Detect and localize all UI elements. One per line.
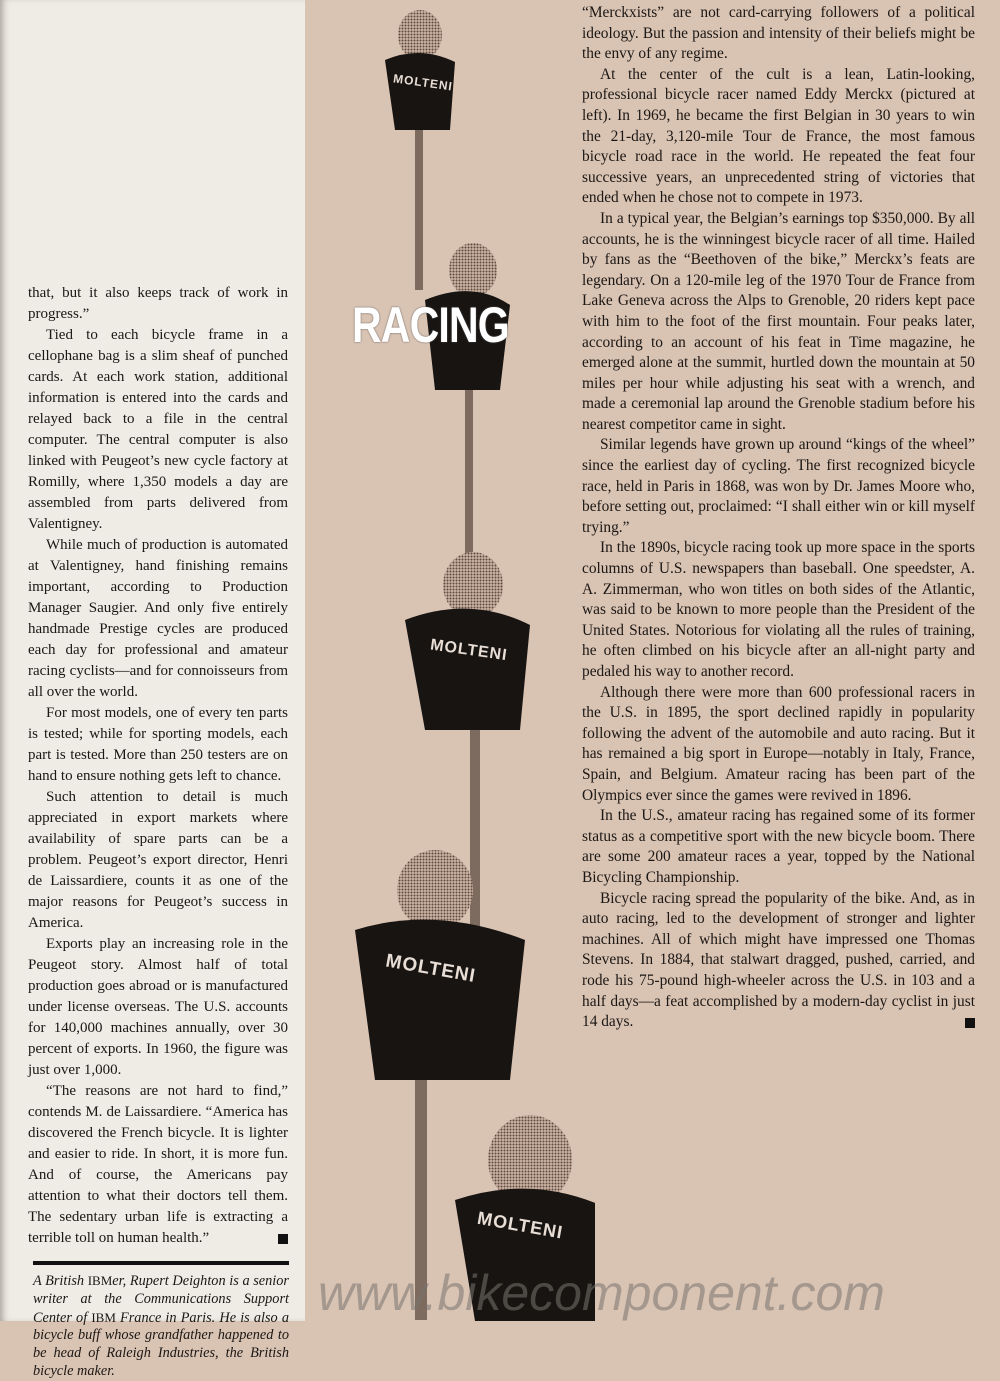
jersey-lettering: MOLTENI <box>475 1207 565 1243</box>
paragraph: In the 1890s, bicycle racing took up more space in the sports columns of U.S. newspapers than baseball. One speedster, A. A. Zimmerman, who won titles on both sides of the Atlantic, was said to be known to more people than the President of the United States. Notorious for violating all the rules of training, he often climbed on his bicycle after an all-night party and pedaled his way to another record. <box>582 539 975 680</box>
jersey-lettering: MOLTENI <box>384 950 478 987</box>
jersey-lettering: MOLTENI <box>429 636 509 665</box>
bio-text: France in Paris. He is also a bicycle buff whose grandfather happened to be head of Raleigh Industries, the British bicycle maker. <box>33 1309 289 1379</box>
paragraph <box>582 889 975 1033</box>
bio-ibm: IBM <box>91 1309 116 1325</box>
paragraph: that, but it also keeps track of work in progress.” <box>28 285 288 322</box>
watermark: www.bikecomponent.com <box>318 1265 885 1321</box>
paragraph <box>28 1081 288 1249</box>
paragraph: For most models, one of every ten parts is tested; while for sporting models, each part is tested. More than 250 testers are on hand to ensure nothing gets left to chance. <box>28 705 288 784</box>
paragraph: Exports play an increasing role in the Peugeot story. Almost half of total production goes abroad or is manufactured under license overseas. The U.S. accounts for 140,000 machines annually, over 30 percent of exports. In 1960, the figure was just over 1,000. <box>28 936 288 1078</box>
bio-ibm: IBM <box>87 1273 113 1288</box>
section-title: RACING <box>352 297 509 353</box>
paragraph: “Merckxists” are not card-carrying followers of a political ideology. But the passion and intensity of their beliefs might be the envy of any regime. <box>582 4 975 63</box>
paragraph: At the center of the cult is a lean, Latin-looking, professional bicycle racer named Eddy Merckx (pictured at left). In 1969, he became the first Belgian in 30 years to win the 21-day, 3,120-mile Tour de France, the most famous bicycle road race in the world. He repeated the feat four successive years, an unprecedented string of victories that ended when he chose not to compete in 1973. <box>582 65 975 207</box>
paragraph: Tied to each bicycle frame in a cellophane bag is a slim sheaf of punched cards. At each work station, additional information is entered into the cards and relayed back to a file in the central computer. The central computer is also linked with Peugeot’s new cycle factory at Romilly, where 1,350 models a day are assembled from parts delivered from Valentigney. <box>28 327 288 532</box>
left-column-stack <box>28 283 288 1381</box>
end-mark-icon <box>278 1234 288 1244</box>
bio-divider <box>33 1261 289 1265</box>
cyclist-photo <box>305 0 595 1321</box>
paragraph: Such attention to detail is much appreciated in export markets where availability of spare parts can be a problem. Peugeot’s export director, Henri de Laissardiere, counts it as one of the major reasons for Peugeot’s success in America. <box>28 789 288 931</box>
paragraph-text: “The reasons are not hard to find,” contends M. de Laissardiere. “America has discovered the French bicycle. It is lighter and easier to ride. In short, it is more fun. And of course, the Americans pay attention to what their doctors tell them. The sedentary urban life is extracting a terrible toll on human health.” <box>28 1083 288 1246</box>
cyclist-figure-1 <box>385 10 455 290</box>
bio-text: er, Rupert Deighton is a senior writer at the Communications Support Center of <box>33 1273 289 1326</box>
paragraph: Similar legends have grown up around “kings of the wheel” since the earliest day of cycling. The first recognized bicycle race, held in Paris in 1868, was won by Dr. James Moore who, before setting out, proclaimed: “I shall either win or kill myself trying.” <box>582 436 975 536</box>
paragraph: In a typical year, the Belgian’s earnings top $350,000. By all accounts, he is the winningest bicycle racer of all time. Hailed by fans as the “Beethoven of the bike,” Merckx’s feats are legendary. On a 120-mile leg of the 1970 Tour de France from Lake Geneva across the Alps to Grenoble, 20 riders kept pace with him to the foot of the first mountain. Four peaks later, according to an account of his feat in Time magazine, he emerged alone at the summit, hurtled down the mountain at 50 miles per hour while adjusting his seat with a wrench, and made a ceremonial lap around the Grenoble stadium before his nearest competitor came in sight. <box>582 209 975 433</box>
bio-text: A British <box>33 1273 88 1289</box>
paragraph-text: Bicycle racing spread the popularity of the bike. And, as in auto racing, led to the development of stronger and lighter machines. All of which might have impressed one Thomas Stevens. In 1884, that stalwart dragged, pushed, carried, and rode his 75-pound high-wheeler across the U.S. in 103 and a half days—a feat accomplished by a modern-day cyclist in just 14 days. <box>582 889 975 1031</box>
left-article-column <box>28 283 288 1249</box>
jersey-lettering: MOLTENI <box>392 71 454 94</box>
cyclist-figure-2 <box>425 243 510 560</box>
paragraph: Although there were more than 600 professional racers in the U.S. in 1895, the sport declined rapidly in popularity following the advent of the automobile and auto racing. But it has remained a big sport in Europe—notably in Italy, France, Spain, and Belgium. Amateur racing has been part of the Olympics ever since the games were revived in 1896. <box>582 683 975 804</box>
end-mark-icon <box>965 1018 975 1028</box>
author-bio <box>33 1272 289 1381</box>
paragraph: In the U.S., amateur racing has regained some of its former status as a competitive sport with the new bicycle boom. There are some 200 amateur races a year, topped by the National Bicycling Championship. <box>582 807 975 886</box>
paragraph: While much of production is automated at Valentigney, hand finishing remains important, according to Production Manager Saugier. And only five entirely handmade Prestige cycles are produced each day for professional and amateur racing cyclists—and for connoisseurs from all over the world. <box>28 537 288 700</box>
right-article-column <box>582 3 975 1033</box>
